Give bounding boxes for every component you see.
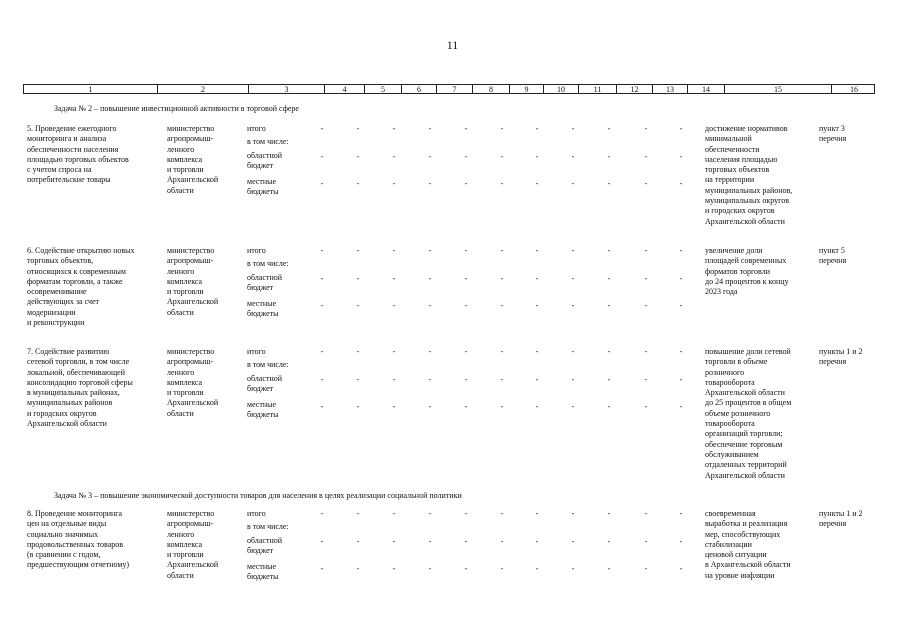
empty-value-dash: -	[571, 301, 575, 310]
empty-value-dash: -	[500, 301, 504, 310]
empty-value-dash: -	[535, 564, 539, 573]
empty-value-dash: -	[607, 564, 611, 573]
empty-value-dash: -	[356, 152, 360, 161]
empty-value-dash: -	[571, 375, 575, 384]
expected-result-cell: увеличение доли площадей современных форматов торговли до 24 процентов к концу 2023 года	[705, 246, 789, 297]
empty-value-dash: -	[392, 301, 396, 310]
empty-value-dash: -	[607, 301, 611, 310]
empty-value-dash: -	[428, 246, 432, 255]
empty-value-dash: -	[320, 509, 324, 518]
funding-source-label: в том числе:	[247, 137, 289, 146]
task-2-heading: Задача № 2 – повышение инвестиционной активности в торговой сфере	[54, 104, 299, 113]
funding-source-label: областной бюджет	[247, 374, 283, 394]
funding-source-label: местные бюджеты	[247, 177, 279, 197]
empty-value-dash: -	[464, 375, 468, 384]
empty-value-dash: -	[428, 402, 432, 411]
funding-source-label: областной бюджет	[247, 536, 283, 556]
empty-value-dash: -	[535, 402, 539, 411]
indicator-reference-cell: пункт 3 перечня	[819, 124, 847, 144]
expected-result-cell: повышение доли сетевой торговли в объеме розничного товарооборота Архангельской области до 25 процентов в общем объеме розничного товарооборота организаций торговли; обеспечение торговым обслуживанием отдаленных территорий Архангельской области	[705, 347, 792, 480]
empty-value-dash: -	[500, 124, 504, 133]
empty-value-dash: -	[428, 375, 432, 384]
empty-value-dash: -	[644, 509, 648, 518]
empty-value-dash: -	[428, 152, 432, 161]
empty-value-dash: -	[320, 564, 324, 573]
empty-value-dash: -	[356, 246, 360, 255]
empty-value-dash: -	[607, 124, 611, 133]
empty-value-dash: -	[356, 402, 360, 411]
column-header-11: 11	[578, 85, 616, 93]
empty-value-dash: -	[392, 537, 396, 546]
empty-value-dash: -	[320, 402, 324, 411]
funding-source-label: областной бюджет	[247, 151, 283, 171]
empty-value-dash: -	[644, 246, 648, 255]
empty-value-dash: -	[320, 246, 324, 255]
empty-value-dash: -	[428, 301, 432, 310]
empty-value-dash: -	[679, 537, 683, 546]
empty-value-dash: -	[571, 509, 575, 518]
empty-value-dash: -	[320, 537, 324, 546]
empty-value-dash: -	[644, 564, 648, 573]
empty-value-dash: -	[500, 537, 504, 546]
empty-value-dash: -	[679, 246, 683, 255]
empty-value-dash: -	[644, 347, 648, 356]
empty-value-dash: -	[392, 179, 396, 188]
empty-value-dash: -	[607, 402, 611, 411]
empty-value-dash: -	[356, 274, 360, 283]
empty-value-dash: -	[679, 124, 683, 133]
funding-source-label: в том числе:	[247, 360, 289, 369]
activity-cell: 8. Проведение мониторинга цен на отдельные виды социально значимых продовольственных товаров (в сравнении с годом, предшествующим отчетному)	[27, 509, 130, 570]
column-header-8: 8	[472, 85, 509, 93]
column-header-9: 9	[509, 85, 543, 93]
empty-value-dash: -	[679, 564, 683, 573]
empty-value-dash: -	[356, 375, 360, 384]
empty-value-dash: -	[679, 274, 683, 283]
expected-result-cell: достижение нормативов минимальной обеспеченности населения площадью торговых объектов на территории муниципальных районов, муниципальных округов и городских округов Архангельской области	[705, 124, 793, 226]
empty-value-dash: -	[679, 375, 683, 384]
empty-value-dash: -	[392, 152, 396, 161]
empty-value-dash: -	[392, 246, 396, 255]
funding-source-label: местные бюджеты	[247, 299, 279, 319]
empty-value-dash: -	[607, 537, 611, 546]
empty-value-dash: -	[356, 509, 360, 518]
empty-value-dash: -	[464, 564, 468, 573]
empty-value-dash: -	[428, 537, 432, 546]
executor-cell: министерство агропромыш- ленного комплекса и торговли Архангельской области	[167, 124, 219, 195]
empty-value-dash: -	[500, 509, 504, 518]
empty-value-dash: -	[571, 152, 575, 161]
empty-value-dash: -	[500, 179, 504, 188]
empty-value-dash: -	[428, 274, 432, 283]
executor-cell: министерство агропромыш- ленного комплекса и торговли Архангельской области	[167, 246, 219, 317]
empty-value-dash: -	[320, 152, 324, 161]
column-header-6: 6	[401, 85, 436, 93]
column-header-7: 7	[436, 85, 472, 93]
funding-source-label: в том числе:	[247, 259, 289, 268]
empty-value-dash: -	[644, 152, 648, 161]
empty-value-dash: -	[607, 152, 611, 161]
empty-value-dash: -	[464, 537, 468, 546]
empty-value-dash: -	[571, 246, 575, 255]
empty-value-dash: -	[320, 274, 324, 283]
empty-value-dash: -	[607, 179, 611, 188]
empty-value-dash: -	[535, 179, 539, 188]
empty-value-dash: -	[392, 375, 396, 384]
empty-value-dash: -	[571, 124, 575, 133]
empty-value-dash: -	[679, 301, 683, 310]
column-header-3: 3	[248, 85, 324, 93]
column-header-15: 15	[724, 85, 831, 93]
funding-source-label: итого	[247, 347, 266, 356]
empty-value-dash: -	[464, 124, 468, 133]
empty-value-dash: -	[644, 179, 648, 188]
activity-cell: 5. Проведение ежегодного мониторинга и анализа обеспеченности населения площадью торговых объектов с учетом спроса на потребительские товары	[27, 124, 129, 185]
empty-value-dash: -	[571, 274, 575, 283]
funding-source-label: в том числе:	[247, 522, 289, 531]
empty-value-dash: -	[644, 402, 648, 411]
empty-value-dash: -	[644, 124, 648, 133]
empty-value-dash: -	[535, 246, 539, 255]
empty-value-dash: -	[571, 564, 575, 573]
empty-value-dash: -	[535, 152, 539, 161]
empty-value-dash: -	[428, 347, 432, 356]
empty-value-dash: -	[607, 375, 611, 384]
empty-value-dash: -	[535, 509, 539, 518]
empty-value-dash: -	[500, 274, 504, 283]
empty-value-dash: -	[535, 347, 539, 356]
empty-value-dash: -	[356, 301, 360, 310]
empty-value-dash: -	[428, 124, 432, 133]
empty-value-dash: -	[392, 509, 396, 518]
empty-value-dash: -	[500, 347, 504, 356]
empty-value-dash: -	[500, 246, 504, 255]
column-header-2: 2	[157, 85, 248, 93]
indicator-reference-cell: пункт 5 перечня	[819, 246, 847, 266]
empty-value-dash: -	[644, 375, 648, 384]
empty-value-dash: -	[644, 537, 648, 546]
executor-cell: министерство агропромыш- ленного комплекса и торговли Архангельской области	[167, 509, 219, 580]
empty-value-dash: -	[464, 347, 468, 356]
empty-value-dash: -	[535, 301, 539, 310]
column-number-header	[23, 84, 875, 94]
column-header-5: 5	[364, 85, 401, 93]
task-3-heading: Задача № 3 – повышение экономической доступности товаров для населения в целях реализации социальной политики	[54, 491, 462, 500]
funding-source-label: областной бюджет	[247, 273, 283, 293]
empty-value-dash: -	[320, 347, 324, 356]
empty-value-dash: -	[535, 537, 539, 546]
page-number: 11	[446, 38, 459, 52]
indicator-reference-cell: пункты 1 и 2 перечня	[819, 347, 863, 367]
empty-value-dash: -	[356, 564, 360, 573]
funding-source-label: итого	[247, 509, 266, 518]
empty-value-dash: -	[607, 274, 611, 283]
empty-value-dash: -	[500, 402, 504, 411]
empty-value-dash: -	[320, 179, 324, 188]
empty-value-dash: -	[679, 179, 683, 188]
empty-value-dash: -	[356, 124, 360, 133]
empty-value-dash: -	[679, 347, 683, 356]
empty-value-dash: -	[392, 274, 396, 283]
empty-value-dash: -	[464, 274, 468, 283]
empty-value-dash: -	[356, 347, 360, 356]
empty-value-dash: -	[464, 509, 468, 518]
empty-value-dash: -	[644, 301, 648, 310]
column-header-10: 10	[543, 85, 578, 93]
empty-value-dash: -	[428, 564, 432, 573]
column-header-13: 13	[652, 85, 687, 93]
empty-value-dash: -	[571, 179, 575, 188]
empty-value-dash: -	[464, 179, 468, 188]
funding-source-label: местные бюджеты	[247, 562, 279, 582]
funding-source-label: итого	[247, 124, 266, 133]
empty-value-dash: -	[679, 152, 683, 161]
empty-value-dash: -	[679, 402, 683, 411]
empty-value-dash: -	[320, 124, 324, 133]
activity-cell: 6. Содействие открытию новых торговых объектов, относящихся к современным форматам торговли, а также осовременивание действующих за счет модернизации и реконструкции	[27, 246, 135, 328]
empty-value-dash: -	[500, 564, 504, 573]
empty-value-dash: -	[464, 152, 468, 161]
empty-value-dash: -	[464, 246, 468, 255]
empty-value-dash: -	[535, 274, 539, 283]
column-header-1: 1	[88, 85, 93, 94]
empty-value-dash: -	[428, 509, 432, 518]
activity-cell: 7. Содействие развитию сетевой торговли, в том числе локальной, обеспечивающей консолидацию торговой сферы в муниципальных районах, муниципальных районов и городских округов Архангельской области	[27, 347, 133, 429]
empty-value-dash: -	[679, 509, 683, 518]
empty-value-dash: -	[607, 509, 611, 518]
empty-value-dash: -	[571, 537, 575, 546]
expected-result-cell: своевременная выработка и реализация мер, способствующих стабилизации ценовой ситуации в Архангельской области на уровне инфляции	[705, 509, 791, 580]
empty-value-dash: -	[356, 179, 360, 188]
empty-value-dash: -	[392, 564, 396, 573]
empty-value-dash: -	[500, 375, 504, 384]
empty-value-dash: -	[571, 347, 575, 356]
empty-value-dash: -	[464, 301, 468, 310]
empty-value-dash: -	[428, 179, 432, 188]
empty-value-dash: -	[356, 537, 360, 546]
empty-value-dash: -	[571, 402, 575, 411]
empty-value-dash: -	[535, 375, 539, 384]
column-header-4: 4	[324, 85, 364, 93]
empty-value-dash: -	[392, 124, 396, 133]
column-header-12: 12	[616, 85, 652, 93]
column-header-16: 16	[831, 85, 876, 93]
executor-cell: министерство агропромыш- ленного комплекса и торговли Архангельской области	[167, 347, 219, 418]
empty-value-dash: -	[464, 402, 468, 411]
column-header-14: 14	[687, 85, 724, 93]
indicator-reference-cell: пункты 1 и 2 перечня	[819, 509, 863, 529]
empty-value-dash: -	[392, 347, 396, 356]
empty-value-dash: -	[320, 301, 324, 310]
funding-source-label: итого	[247, 246, 266, 255]
funding-source-label: местные бюджеты	[247, 400, 279, 420]
empty-value-dash: -	[320, 375, 324, 384]
empty-value-dash: -	[607, 347, 611, 356]
empty-value-dash: -	[644, 274, 648, 283]
empty-value-dash: -	[392, 402, 396, 411]
empty-value-dash: -	[500, 152, 504, 161]
empty-value-dash: -	[535, 124, 539, 133]
empty-value-dash: -	[607, 246, 611, 255]
